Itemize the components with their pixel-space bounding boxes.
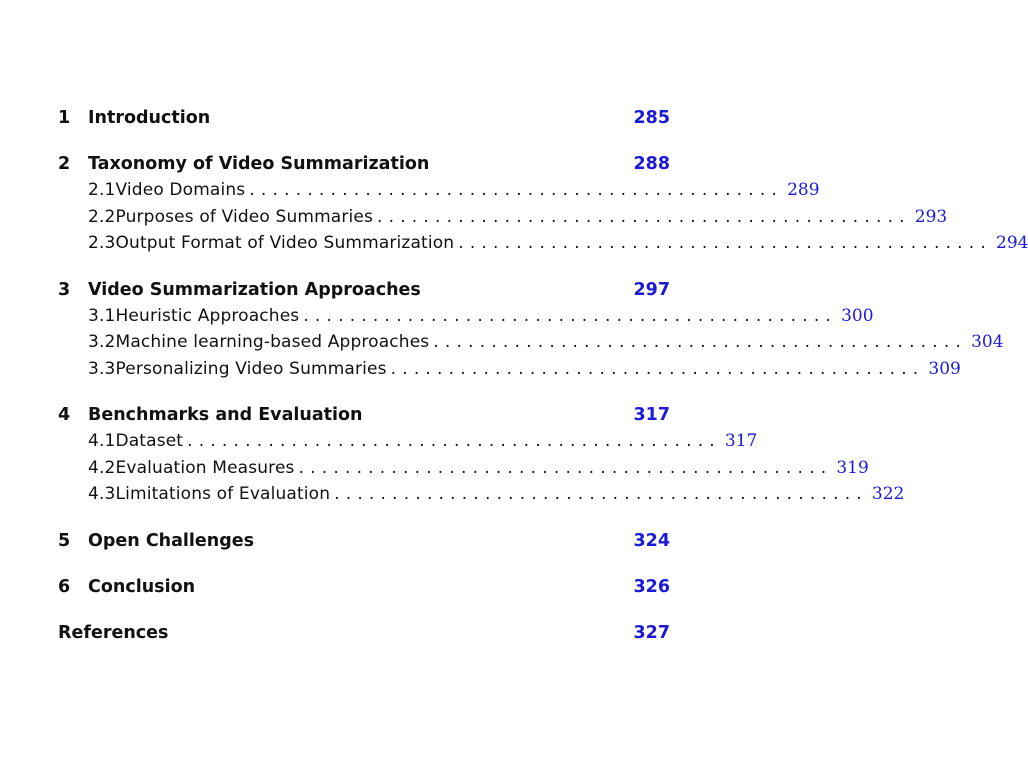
- toc-chapter[interactable]: [58, 280, 670, 306]
- section-page-link[interactable]: 319: [836, 457, 869, 478]
- dot-leader: ..............................................: [303, 305, 838, 326]
- section-number: 2.3: [88, 233, 116, 253]
- section-page-link[interactable]: 300: [841, 305, 874, 326]
- toc-chapter[interactable]: [58, 154, 670, 180]
- chapter-page-link[interactable]: 285: [633, 108, 670, 128]
- section-title: Output Format of Video Summarization: [115, 233, 455, 253]
- references-title: References: [58, 622, 169, 643]
- chapter-title: Benchmarks and Evaluation: [88, 405, 363, 425]
- toc-section[interactable]: [58, 484, 905, 511]
- toc-chapter[interactable]: [58, 405, 670, 431]
- section-title: Evaluation Measures: [115, 457, 295, 478]
- toc-section[interactable]: [58, 206, 948, 234]
- section-page-link[interactable]: 322: [871, 484, 905, 504]
- section-title: Personalizing Video Summaries: [115, 358, 387, 379]
- section-title: Machine learning-based Approaches: [115, 332, 430, 352]
- table-of-contents: [58, 108, 1028, 649]
- toc-section[interactable]: [58, 305, 874, 333]
- chapter-page-link[interactable]: 297: [633, 279, 670, 300]
- chapter-title: Video Summarization Approaches: [88, 279, 421, 300]
- section-title: Video Domains: [115, 180, 246, 200]
- chapter-title: Conclusion: [88, 576, 196, 597]
- dot-leader: ..............................................: [187, 431, 721, 451]
- chapter-title: Taxonomy of Video Summarization: [88, 154, 430, 174]
- references-page-link[interactable]: 327: [633, 622, 670, 643]
- toc-section[interactable]: [58, 358, 961, 386]
- section-page-link[interactable]: 304: [971, 332, 1004, 352]
- section-page-link[interactable]: 294: [996, 233, 1028, 253]
- section-title: Purposes of Video Summaries: [115, 206, 373, 227]
- chapter-page-link[interactable]: 288: [633, 154, 670, 174]
- dot-leader: ..............................................: [298, 457, 833, 478]
- toc-section[interactable]: [58, 457, 869, 485]
- dot-leader: ..............................................: [334, 484, 868, 504]
- section-title: Limitations of Evaluation: [115, 484, 331, 504]
- chapter-page-link[interactable]: 317: [633, 405, 670, 425]
- toc-section[interactable]: [58, 431, 758, 458]
- toc-chapter[interactable]: [58, 577, 670, 603]
- section-number: 3.1: [88, 305, 116, 326]
- chapter-number: 6: [58, 576, 71, 597]
- section-title: Heuristic Approaches: [115, 305, 300, 326]
- chapter-page-link[interactable]: 324: [633, 530, 670, 551]
- toc-chapter[interactable]: [58, 531, 670, 557]
- dot-leader: ..............................................: [390, 358, 925, 379]
- section-number: 2.1: [88, 180, 116, 200]
- section-page-link[interactable]: 293: [914, 206, 948, 227]
- toc-section[interactable]: [58, 233, 1028, 260]
- chapter-number: 5: [58, 530, 71, 551]
- chapter-number: 4: [58, 405, 71, 425]
- toc-section[interactable]: [58, 180, 820, 207]
- chapter-number: 2: [58, 154, 71, 174]
- section-page-link[interactable]: 317: [724, 431, 758, 451]
- toc-section[interactable]: [58, 332, 1004, 359]
- dot-leader: ..............................................: [377, 206, 911, 227]
- section-number: 4.2: [88, 457, 116, 478]
- section-number: 4.1: [88, 431, 116, 451]
- section-page-link[interactable]: 309: [928, 358, 961, 379]
- dot-leader: ..............................................: [249, 180, 784, 200]
- dot-leader: ..............................................: [433, 332, 968, 352]
- dot-leader: ..............................................: [458, 233, 992, 253]
- section-number: 2.2: [88, 206, 116, 227]
- section-number: 4.3: [88, 484, 116, 504]
- toc-references[interactable]: [58, 623, 670, 649]
- chapter-number: 3: [58, 279, 71, 300]
- section-number: 3.3: [88, 358, 116, 379]
- chapter-title: Open Challenges: [88, 530, 255, 551]
- chapter-number: 1: [58, 108, 71, 128]
- section-title: Dataset: [115, 431, 184, 451]
- chapter-title: Introduction: [88, 108, 211, 128]
- chapter-page-link[interactable]: 326: [633, 576, 670, 597]
- section-number: 3.2: [88, 332, 116, 352]
- section-page-link[interactable]: 289: [787, 180, 820, 200]
- toc-chapter[interactable]: [58, 108, 670, 134]
